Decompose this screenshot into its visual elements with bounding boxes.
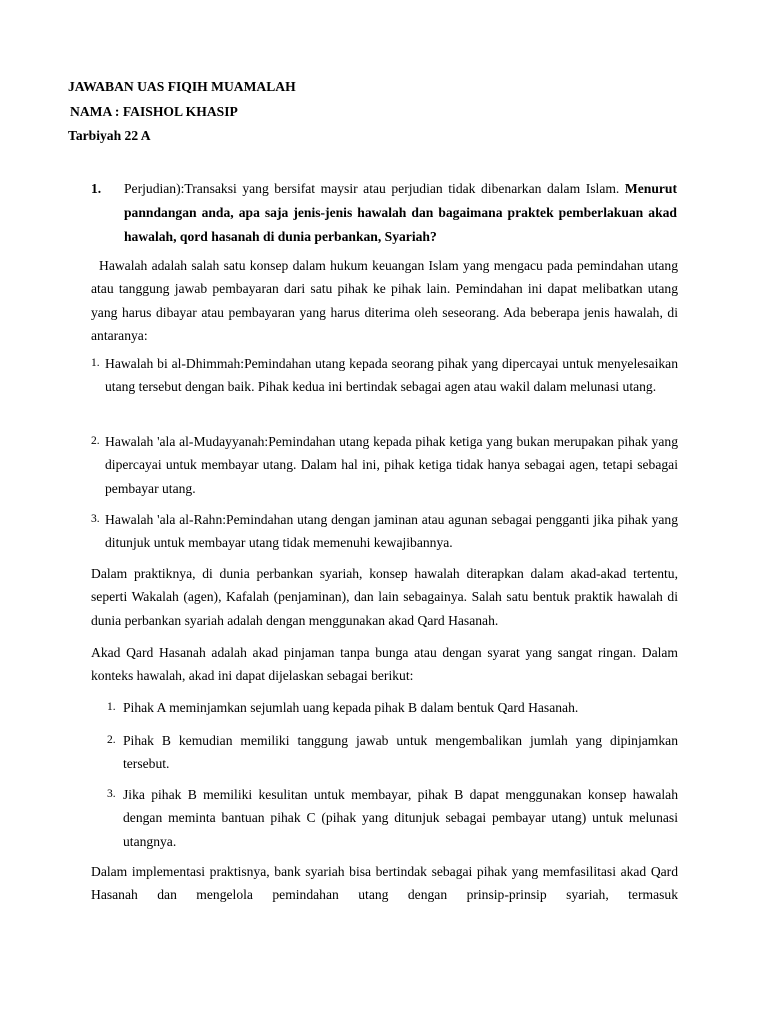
question-1 xyxy=(91,177,691,249)
exam-title: JAWABAN UAS FIQIH MUAMALAH xyxy=(68,79,296,94)
list-item-text: Pihak A meminjamkan sejumlah uang kepada pihak B dalam bentuk Qard Hasanah. xyxy=(123,700,579,715)
hawalah-type-item xyxy=(91,352,678,399)
class-label: Tarbiyah 22 A xyxy=(68,128,151,143)
student-name: NAMA : FAISHOL KHASIP xyxy=(70,104,238,119)
list-item-text: Hawalah bi al-Dhimmah:Pemindahan utang kepada seorang pihak yang dipercayai untuk menyelesaikan utang tersebut dengan baik. Pihak kedua ini bertindak sebagai agen atau wakil dalam melunasi utang. xyxy=(105,356,678,395)
list-item-text: Hawalah 'ala al-Mudayyanah:Pemindahan utang kepada pihak ketiga yang bukan merupakan pihak yang dipercayai untuk membayar utang. Dalam hal ini, pihak ketiga tidak hanya sebagai agen, tetapi sebagai pembayar utang. xyxy=(105,434,678,496)
hawalah-type-item xyxy=(91,430,678,500)
question-prompt: Menurut panndangan anda, apa saja jenis-jenis hawalah dan bagaimana praktek pemberlakuan akad hawalah, qord hasanah di dunia perbankan, Syariah? xyxy=(124,181,677,244)
list-number: 1. xyxy=(107,701,116,713)
answer-paragraph-1: Hawalah adalah salah satu konsep dalam hukum keuangan Islam yang mengacu pada pemindahan utang atau tanggung jawab pembayaran dari satu pihak ke pihak lain. Pemindahan ini dapat melibatkan utang yang harus dibayar atau pembayaran yang harus diterima oleh seseorang. Ada beberapa jenis hawalah, di antaranya: xyxy=(91,258,678,344)
list-item-text: Hawalah 'ala al-Rahn:Pemindahan utang dengan jaminan atau agunan sebagai pengganti jika pihak yang ditunjuk untuk membayar utang tidak memenuhi kewajibannya. xyxy=(105,512,678,551)
answer-paragraph-4: Dalam implementasi praktisnya, bank syariah bisa bertindak sebagai pihak yang memfasilitasi akad Qard Hasanah dan mengelola pemindahan utang dengan prinsip-prinsip syariah, termasuk xyxy=(91,864,678,903)
list-number: 2. xyxy=(91,435,100,447)
qard-hasanah-step xyxy=(107,783,678,853)
list-item-text: Jika pihak B memiliki kesulitan untuk membayar, pihak B dapat menggunakan konsep hawalah dengan meminta bantuan pihak C (pihak yang ditunjuk sebagai pembayar utang) untuk melunasi utangnya. xyxy=(123,787,678,849)
list-number: 3. xyxy=(91,513,100,525)
question-intro: Perjudian):Transaksi yang bersifat maysir atau perjudian tidak dibenarkan dalam Islam. xyxy=(124,181,620,196)
answer-paragraph-3: Akad Qard Hasanah adalah akad pinjaman tanpa bunga atau dengan syarat yang sangat ringan. Dalam konteks hawalah, akad ini dapat dijelaskan sebagai berikut: xyxy=(91,645,678,684)
list-number: 3. xyxy=(107,788,116,800)
answer-paragraph-2: Dalam praktiknya, di dunia perbankan syariah, konsep hawalah diterapkan dalam akad-akad tertentu, seperti Wakalah (agen), Kafalah (penjaminan), dan lain sebagainya. Salah satu bentuk praktik hawalah di dunia perbankan syariah adalah dengan menggunakan akad Qard Hasanah. xyxy=(91,566,678,628)
question-number: 1. xyxy=(91,181,102,196)
list-item-text: Pihak B kemudian memiliki tanggung jawab untuk mengembalikan jumlah yang dipinjamkan tersebut. xyxy=(123,733,678,772)
list-number: 1. xyxy=(91,357,100,369)
question-text xyxy=(124,177,677,249)
hawalah-type-item xyxy=(91,508,678,555)
list-number: 2. xyxy=(107,734,116,746)
qard-hasanah-step xyxy=(107,729,678,776)
qard-hasanah-step xyxy=(107,696,678,719)
